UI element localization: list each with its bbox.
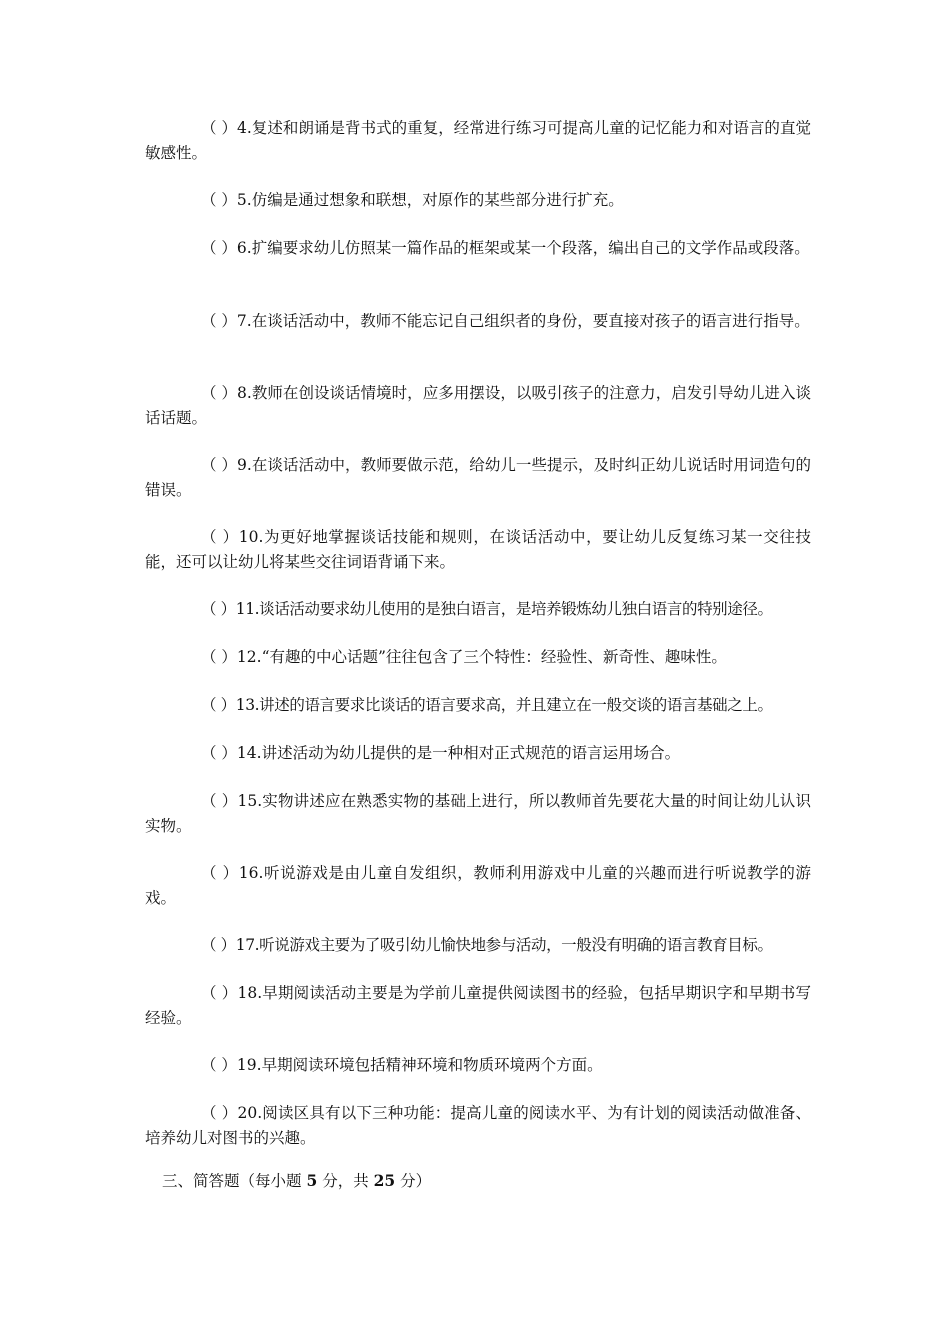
question-10: （ ）10.为更好地掌握谈话技能和规则，在谈话活动中，要让幼儿反复练习某一交往技能，还可以让幼儿将某些交往词语背诵下来。	[145, 528, 811, 571]
question-18: （ ）18.早期阅读活动主要是为学前儿童提供阅读图书的经验，包括早期识字和早期书写经验。	[145, 984, 811, 1027]
per-item-points: 5	[306, 1171, 318, 1190]
question-14: （ ）14.讲述活动为幼儿提供的是一种相对正式规范的语言运用场合。	[201, 744, 681, 762]
question-20: （ ）20.阅读区具有以下三种功能：提高儿童的阅读水平、为有计划的阅读活动做准备、培养幼儿对图书的兴趣。	[145, 1104, 811, 1147]
total-points: 25	[373, 1171, 396, 1190]
section-heading-prefix: 三、简答题（每小题	[162, 1172, 302, 1190]
question-8: （ ）8.教师在创设谈话情境时，应多用摆设，以吸引孩子的注意力，启发引导幼儿进入谈话话题。	[145, 384, 811, 427]
question-13: （ ）13.讲述的语言要求比谈话的语言要求高，并且建立在一般交谈的语言基础之上。	[201, 696, 773, 714]
section-heading-middle: 分，共	[322, 1172, 369, 1190]
question-5: （ ）5.仿编是通过想象和联想，对原作的某些部分进行扩充。	[201, 191, 624, 209]
section-heading-suffix: 分）	[400, 1172, 432, 1190]
question-4: （ ）4.复述和朗诵是背书式的重复，经常进行练习可提高儿童的记忆能力和对语言的直觉敏感性。	[145, 119, 811, 162]
question-11: （ ）11.谈话活动要求幼儿使用的是独白语言，是培养锻炼幼儿独白语言的特别途径。	[201, 600, 773, 618]
question-16: （ ）16.听说游戏是由儿童自发组织，教师利用游戏中儿童的兴趣而进行听说教学的游戏。	[145, 864, 811, 907]
question-6: （ ）6.扩编要求幼儿仿照某一篇作品的框架或某一个段落，编出自己的文学作品或段落。	[201, 239, 810, 257]
question-9: （ ）9.在谈话活动中，教师要做示范，给幼儿一些提示，及时纠正幼儿说话时用词造句的错误。	[145, 456, 811, 499]
question-7: （ ）7.在谈话活动中，教师不能忘记自己组织者的身份，要直接对孩子的语言进行指导。	[201, 312, 810, 330]
question-19: （ ）19.早期阅读环境包括精神环境和物质环境两个方面。	[201, 1056, 603, 1074]
question-12: （ ）12.“有趣的中心话题”往往包含了三个特性：经验性、新奇性、趣味性。	[201, 648, 727, 666]
section-heading-short-answer	[162, 1168, 431, 1194]
question-17: （ ）17.听说游戏主要为了吸引幼儿愉快地参与活动，一般没有明确的语言教育目标。	[201, 936, 773, 954]
question-15: （ ）15.实物讲述应在熟悉实物的基础上进行，所以教师首先要花大量的时间让幼儿认识实物。	[145, 792, 811, 835]
